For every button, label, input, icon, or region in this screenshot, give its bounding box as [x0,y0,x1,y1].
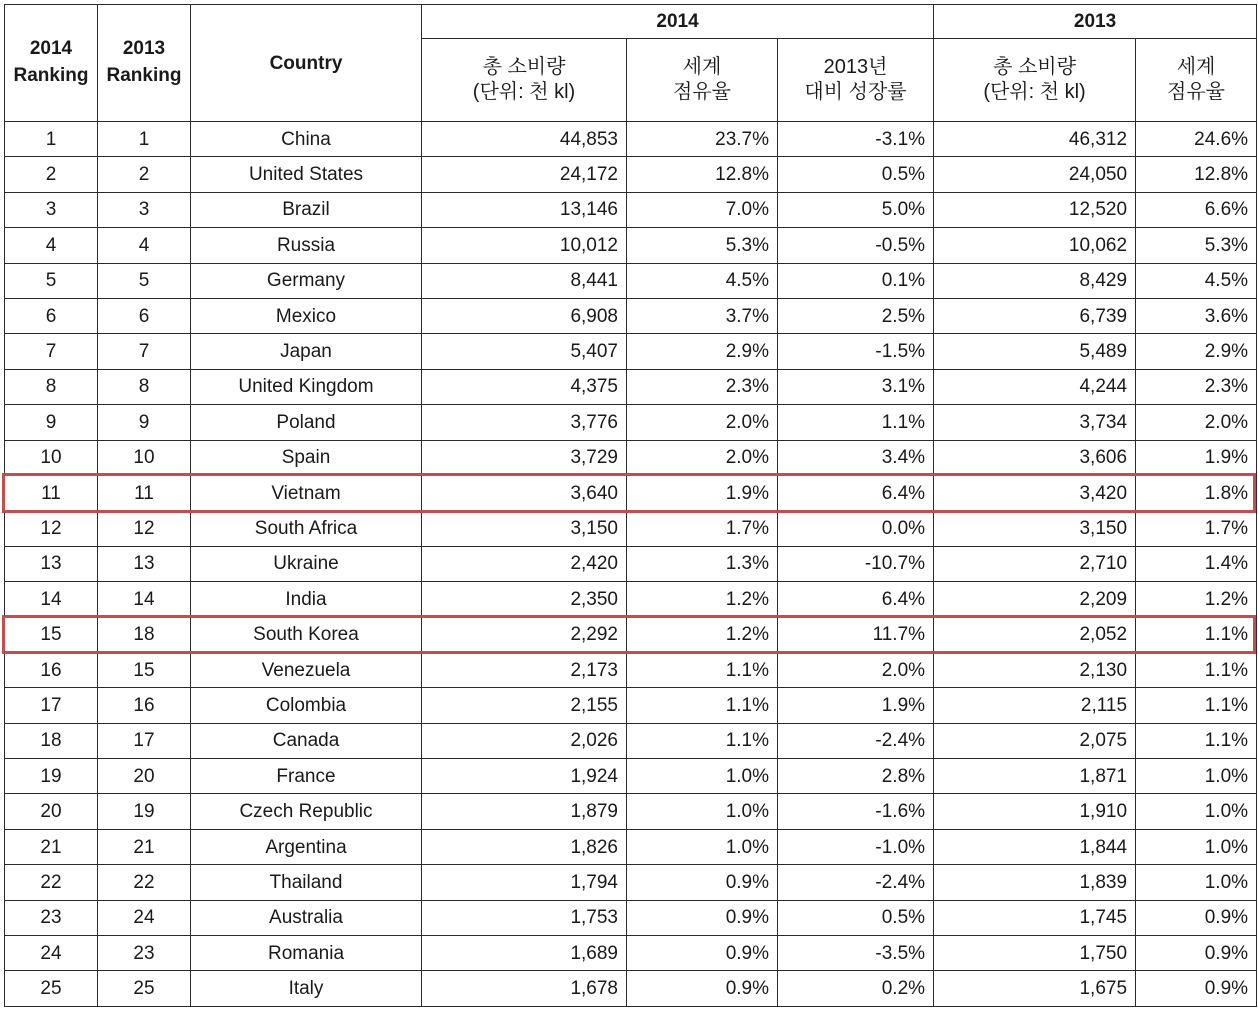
consumption-2013-cell: 1,844 [934,829,1136,864]
country-cell: Argentina [191,829,422,864]
rank-2013-cell: 23 [98,935,191,970]
rank-2014-cell: 4 [5,228,98,263]
growth-cell: -2.4% [778,723,934,758]
consumption-2013-cell: 2,209 [934,582,1136,617]
growth-cell: -3.1% [778,122,934,157]
ranking-table-container [4,4,1256,1030]
share-2014-cell: 4.5% [627,263,778,298]
header-consumption-2014-line2: (단위: 천 kl) [472,81,576,103]
consumption-2014-cell: 10,012 [422,228,627,263]
country-cell: United States [191,157,422,192]
consumption-2013-cell: 1,871 [934,759,1136,794]
growth-cell: 11.7% [778,617,934,652]
share-2014-cell: 0.9% [627,900,778,935]
header-consumption-2013-line1: 총 소비량 [993,56,1076,78]
share-2014-cell: 1.1% [627,652,778,687]
table-row [5,723,1257,758]
country-cell: Poland [191,405,422,440]
consumption-2014-cell: 1,753 [422,900,627,935]
growth-cell: 6.4% [778,475,934,510]
consumption-2013-cell: 3,150 [934,511,1136,546]
rank-2014-cell: 25 [5,971,98,1006]
consumption-2014-cell: 44,853 [422,122,627,157]
consumption-2014-cell: 6,908 [422,298,627,333]
share-2014-cell: 1.1% [627,688,778,723]
share-2013-cell: 0.9% [1136,900,1257,935]
country-cell: Czech Republic [191,794,422,829]
rank-2013-cell: 1 [98,122,191,157]
table-row [5,369,1257,404]
growth-cell: 2.0% [778,652,934,687]
share-2013-cell: 2.3% [1136,369,1257,404]
share-2013-cell: 24.6% [1136,122,1257,157]
rank-2014-cell: 15 [5,617,98,652]
share-2013-cell: 4.5% [1136,263,1257,298]
rank-2014-cell: 13 [5,546,98,581]
growth-cell: -1.6% [778,794,934,829]
consumption-2013-cell: 2,075 [934,723,1136,758]
table-row [5,652,1257,687]
share-2014-cell: 23.7% [627,122,778,157]
share-2013-cell: 1.0% [1136,794,1257,829]
rank-2014-cell: 18 [5,723,98,758]
header-year-2013-text: 2013 [1073,11,1117,32]
consumption-2013-cell: 8,429 [934,263,1136,298]
share-2013-cell: 1.0% [1136,865,1257,900]
rank-2014-cell: 1 [5,122,98,157]
header-growth [778,39,934,122]
rank-2014-cell: 20 [5,794,98,829]
country-cell: South Korea [191,617,422,652]
growth-cell: 0.0% [778,511,934,546]
consumption-2014-cell: 3,640 [422,475,627,510]
share-2014-cell: 1.0% [627,759,778,794]
share-2013-cell: 6.6% [1136,192,1257,227]
growth-cell: 0.1% [778,263,934,298]
share-2014-cell: 1.9% [627,475,778,510]
share-2013-cell: 12.8% [1136,157,1257,192]
share-2013-cell: 1.8% [1136,475,1257,510]
consumption-2014-cell: 1,794 [422,865,627,900]
rank-2014-cell: 5 [5,263,98,298]
rank-2013-cell: 4 [98,228,191,263]
share-2014-cell: 1.2% [627,617,778,652]
header-share-2014 [627,39,778,122]
country-cell: Vietnam [191,475,422,510]
growth-cell: -3.5% [778,935,934,970]
growth-cell: 0.2% [778,971,934,1006]
consumption-2014-cell: 2,155 [422,688,627,723]
header-consumption-2013-line2: (단위: 천 kl) [983,81,1086,103]
growth-cell: 2.8% [778,759,934,794]
growth-cell: 1.9% [778,688,934,723]
share-2013-cell: 1.9% [1136,440,1257,475]
share-2014-cell: 2.0% [627,440,778,475]
country-cell: Mexico [191,298,422,333]
rank-2013-cell: 12 [98,511,191,546]
rank-2014-cell: 11 [5,475,98,510]
share-2013-cell: 1.7% [1136,511,1257,546]
consumption-2013-cell: 1,910 [934,794,1136,829]
country-cell: Venezuela [191,652,422,687]
share-2014-cell: 2.3% [627,369,778,404]
country-cell: Thailand [191,865,422,900]
table-row [5,971,1257,1006]
rank-2014-cell: 21 [5,829,98,864]
rank-2014-cell: 23 [5,900,98,935]
share-2013-cell: 1.0% [1136,829,1257,864]
rank-2014-cell: 3 [5,192,98,227]
rank-2013-cell: 16 [98,688,191,723]
consumption-2014-cell: 2,292 [422,617,627,652]
header-share-2013-line1: 세계 [1176,56,1216,78]
consumption-2013-cell: 2,710 [934,546,1136,581]
table-row [5,582,1257,617]
growth-cell: -10.7% [778,546,934,581]
consumption-2013-cell: 5,489 [934,334,1136,369]
rank-2013-cell: 22 [98,865,191,900]
growth-cell: 6.4% [778,582,934,617]
header-share-2013-line2: 점유율 [1167,81,1226,103]
growth-cell: -0.5% [778,228,934,263]
rank-2014-cell: 2 [5,157,98,192]
rank-2013-cell: 6 [98,298,191,333]
header-share-2013 [1136,39,1257,122]
growth-cell: 2.5% [778,298,934,333]
header-consumption-2014 [422,39,627,122]
share-2014-cell: 7.0% [627,192,778,227]
rank-2013-cell: 5 [98,263,191,298]
consumption-2014-cell: 2,350 [422,582,627,617]
header-2013-ranking [98,5,191,122]
country-cell: Spain [191,440,422,475]
consumption-2014-cell: 1,924 [422,759,627,794]
country-cell: United Kingdom [191,369,422,404]
consumption-2014-cell: 24,172 [422,157,627,192]
consumption-2014-cell: 3,729 [422,440,627,475]
share-2014-cell: 0.9% [627,971,778,1006]
rank-2014-cell: 16 [5,652,98,687]
consumption-ranking-table [4,4,1257,1007]
header-year-2014 [422,5,934,39]
share-2014-cell: 1.0% [627,794,778,829]
country-cell: Japan [191,334,422,369]
share-2013-cell: 1.1% [1136,723,1257,758]
growth-cell: 1.1% [778,405,934,440]
table-row [5,865,1257,900]
table-row [5,617,1257,652]
country-cell: Romania [191,935,422,970]
table-row [5,546,1257,581]
consumption-2013-cell: 3,606 [934,440,1136,475]
growth-cell: 0.5% [778,900,934,935]
consumption-2014-cell: 2,420 [422,546,627,581]
consumption-2013-cell: 2,052 [934,617,1136,652]
rank-2014-cell: 10 [5,440,98,475]
rank-2013-cell: 18 [98,617,191,652]
rank-2013-cell: 13 [98,546,191,581]
table-row [5,228,1257,263]
table-row [5,122,1257,157]
consumption-2013-cell: 1,745 [934,900,1136,935]
header-share-2014-line2: 점유율 [673,81,731,103]
rank-2014-cell: 7 [5,334,98,369]
table-row [5,405,1257,440]
growth-cell: 0.5% [778,157,934,192]
share-2014-cell: 1.0% [627,829,778,864]
country-cell: Canada [191,723,422,758]
country-cell: Italy [191,971,422,1006]
share-2013-cell: 1.1% [1136,652,1257,687]
share-2014-cell: 5.3% [627,228,778,263]
country-cell: Ukraine [191,546,422,581]
country-cell: China [191,122,422,157]
rank-2013-cell: 14 [98,582,191,617]
consumption-2014-cell: 2,026 [422,723,627,758]
table-row [5,794,1257,829]
rank-2013-cell: 20 [98,759,191,794]
rank-2013-cell: 25 [98,971,191,1006]
consumption-2013-cell: 1,839 [934,865,1136,900]
share-2014-cell: 1.3% [627,546,778,581]
share-2013-cell: 1.1% [1136,688,1257,723]
country-cell: Germany [191,263,422,298]
consumption-2014-cell: 1,826 [422,829,627,864]
share-2013-cell: 1.0% [1136,759,1257,794]
country-cell: Brazil [191,192,422,227]
share-2013-cell: 1.4% [1136,546,1257,581]
rank-2013-cell: 17 [98,723,191,758]
consumption-2014-cell: 2,173 [422,652,627,687]
header-country [191,5,422,122]
table-row [5,900,1257,935]
consumption-2013-cell: 1,750 [934,935,1136,970]
header-year-2014-text: 2014 [656,11,699,32]
share-2014-cell: 3.7% [627,298,778,333]
growth-cell: -1.0% [778,829,934,864]
share-2014-cell: 0.9% [627,935,778,970]
consumption-2013-cell: 10,062 [934,228,1136,263]
table-row [5,475,1257,510]
rank-2014-cell: 6 [5,298,98,333]
table-row [5,298,1257,333]
rank-2014-cell: 8 [5,369,98,404]
consumption-2013-cell: 1,675 [934,971,1136,1006]
table-row [5,511,1257,546]
country-cell: South Africa [191,511,422,546]
growth-cell: -1.5% [778,334,934,369]
table-row [5,263,1257,298]
share-2013-cell: 5.3% [1136,228,1257,263]
header-growth-line2: 대비 성장률 [804,81,907,103]
consumption-2014-cell: 1,689 [422,935,627,970]
consumption-2014-cell: 3,776 [422,405,627,440]
table-row [5,935,1257,970]
consumption-2013-cell: 3,734 [934,405,1136,440]
country-cell: India [191,582,422,617]
growth-cell: -2.4% [778,865,934,900]
consumption-2013-cell: 3,420 [934,475,1136,510]
consumption-2013-cell: 4,244 [934,369,1136,404]
share-2013-cell: 0.9% [1136,935,1257,970]
share-2014-cell: 1.1% [627,723,778,758]
consumption-2014-cell: 4,375 [422,369,627,404]
share-2013-cell: 1.2% [1136,582,1257,617]
country-cell: France [191,759,422,794]
header-growth-line1: 2013년 [823,56,888,78]
table-body [5,122,1257,1007]
table-row [5,157,1257,192]
consumption-2013-cell: 6,739 [934,298,1136,333]
share-2014-cell: 0.9% [627,865,778,900]
rank-2014-cell: 24 [5,935,98,970]
consumption-2013-cell: 24,050 [934,157,1136,192]
table-row [5,192,1257,227]
rank-2014-cell: 12 [5,511,98,546]
rank-2013-cell: 24 [98,900,191,935]
table-row [5,759,1257,794]
consumption-2013-cell: 2,115 [934,688,1136,723]
share-2014-cell: 1.7% [627,511,778,546]
share-2014-cell: 2.9% [627,334,778,369]
share-2013-cell: 3.6% [1136,298,1257,333]
consumption-2014-cell: 5,407 [422,334,627,369]
header-consumption-2013 [934,39,1136,122]
header-share-2014-line1: 세계 [682,56,722,78]
share-2013-cell: 2.9% [1136,334,1257,369]
country-cell: Australia [191,900,422,935]
country-cell: Colombia [191,688,422,723]
growth-cell: 3.1% [778,369,934,404]
rank-2013-cell: 10 [98,440,191,475]
share-2014-cell: 1.2% [627,582,778,617]
header-country-text: Country [269,52,343,74]
country-cell: Russia [191,228,422,263]
header-2013-ranking-text: 2013 Ranking [106,38,182,86]
share-2013-cell: 2.0% [1136,405,1257,440]
share-2013-cell: 0.9% [1136,971,1257,1006]
rank-2014-cell: 22 [5,865,98,900]
rank-2014-cell: 19 [5,759,98,794]
rank-2013-cell: 2 [98,157,191,192]
rank-2014-cell: 17 [5,688,98,723]
consumption-2013-cell: 2,130 [934,652,1136,687]
growth-cell: 3.4% [778,440,934,475]
share-2014-cell: 2.0% [627,405,778,440]
table-row [5,829,1257,864]
rank-2013-cell: 8 [98,369,191,404]
consumption-2014-cell: 3,150 [422,511,627,546]
rank-2013-cell: 3 [98,192,191,227]
rank-2013-cell: 9 [98,405,191,440]
consumption-2014-cell: 8,441 [422,263,627,298]
table-row [5,688,1257,723]
table-row [5,334,1257,369]
header-2014-ranking [5,5,98,122]
header-consumption-2014-line1: 총 소비량 [482,56,566,78]
growth-cell: 5.0% [778,192,934,227]
rank-2013-cell: 19 [98,794,191,829]
consumption-2014-cell: 1,879 [422,794,627,829]
rank-2013-cell: 7 [98,334,191,369]
consumption-2013-cell: 46,312 [934,122,1136,157]
rank-2013-cell: 11 [98,475,191,510]
rank-2013-cell: 21 [98,829,191,864]
consumption-2013-cell: 12,520 [934,192,1136,227]
share-2013-cell: 1.1% [1136,617,1257,652]
header-year-2013 [934,5,1257,39]
table-row [5,440,1257,475]
header-2014-ranking-text: 2014 Ranking [13,38,89,86]
consumption-2014-cell: 1,678 [422,971,627,1006]
rank-2013-cell: 15 [98,652,191,687]
consumption-2014-cell: 13,146 [422,192,627,227]
rank-2014-cell: 9 [5,405,98,440]
rank-2014-cell: 14 [5,582,98,617]
share-2014-cell: 12.8% [627,157,778,192]
header-row-years [5,5,1257,39]
